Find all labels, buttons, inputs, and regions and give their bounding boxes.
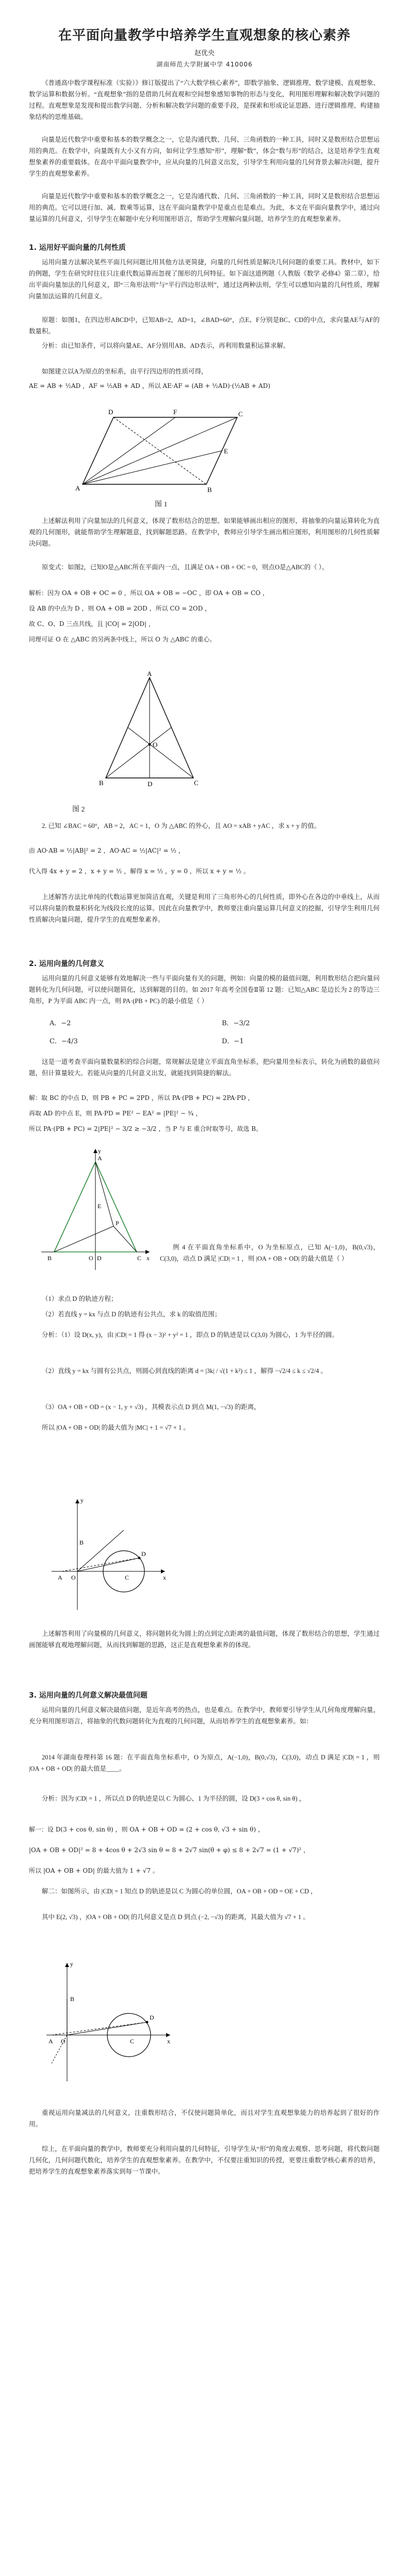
body-paragraph: 解二：如图所示，由 |CD| = 1 知点 D 的轨迹是以 C 为圆心的单位圆，OA + OB + OD = OE + CD ，: [42, 1888, 317, 1895]
point-label: A: [48, 2038, 53, 2045]
intro-paragraph: 向量是近代数学中重要和基本的数学概念之一，它是沟通代数、几何、三角函数的一种工具，同时又是数形结合思想运用的典范。它可以进行加、减、数乘等运算，这在平面向量教学中是重点也是难点。为此，本文在平面向量教学中，通过向量运算的几何意义，引导学生在解题中充分利用图形语言，帮助学生理解向量问题，培养学生的直观想象素养。: [29, 193, 380, 223]
body-paragraph: 上述解答方法比单纯的代数运算更加简洁直观，关键是利用了三角形外心的几何性质，即外心在各边的中垂线上，从而可以将向量的数量积转化为线段长度的运算。因此在向量教学中，教师要注重向量运算几何意义的挖掘，引导学生利用几何性质解决向量问题，提升学生的直观想象素养。: [29, 893, 380, 923]
body-paragraph: 分析：（1）设 D(x, y)，由 |CD| = 1 得 (x − 3)² + y² = 1 ，即点 D 的轨迹是以 C(3,0) 为圆心，1 为半径的圆。: [42, 1331, 339, 1338]
figure-3-triangle-axes: [36, 1144, 155, 1273]
point-label: B: [99, 779, 104, 787]
body-paragraph: 所以 |OA + OB + OD| 的最大值为 |MC| + 1 = √7 + 1 。: [42, 1424, 190, 1431]
point-label: C: [137, 1255, 142, 1262]
point-label: B: [70, 1995, 75, 2003]
author-name: 赵优央: [194, 49, 215, 57]
point-label: B: [207, 486, 212, 494]
body-paragraph: 如图建立以A为原点的坐标系，由平行四边形的性质可得，: [42, 368, 208, 375]
figure-1-parallelogram: [72, 407, 248, 495]
formula-line: |OA + OB + OD|² = 8 + 4cos θ + 2√3 sin θ = 8 + 2√7 sin(θ + φ) ≤ 8 + 2√7 = (1 + √7)² ，: [29, 1846, 310, 1854]
formula-line: 解：取 BC 的中点 D，则 PB + PC = 2PD ，所以 PA·(PB + PC) = 2PA·PD ，: [29, 1094, 254, 1101]
body-paragraph: 分析：因为 |CD| = 1 ，所以点 D 的轨迹是以 C 为圆心、1 为半径的圆，设 D(3 + cos θ, sin θ) ，: [42, 1795, 306, 1802]
body-paragraph: （3）OA + OB + OD = (x − 1, y + √3) ，其模表示点 D 到点 M(1, −√3) 的距离，: [42, 1403, 260, 1411]
point-label: E: [224, 447, 228, 455]
body-paragraph: 运用向量的几何意义能够有效地解决一些与平面向量有关的问题，例如：向量的模的最值问题，利用数形结合把向量问题转化为几何问题，可以使问题简化，达到解题的目的。如 2017 年高考全国卷Ⅱ第 12 题：已知△ABC 是边长为 2 的等边三角形，P 为平面 ABC 内一点，则 PA·(PB + PC) 的最小值是（ ）: [29, 975, 380, 1005]
section-heading: 3. 运用向量的几何意义解决最值问题: [29, 1691, 148, 1700]
figure-2-caption: 图 2: [72, 806, 85, 814]
figure-1-caption: 图 1: [155, 501, 168, 509]
answer-choice: B．−3/2: [222, 1020, 250, 1027]
axis-label: x: [163, 1574, 166, 1581]
author-affiliation: 湖南师范大学附属中学 410006: [156, 61, 253, 68]
formula-line: 所以 |OA + OB + OD| 的最大值为 1 + √7 。: [29, 1867, 159, 1874]
body-paragraph: 2014 年湖南卷理科第 16 题：在平面直角坐标系中，O 为原点，A(−1,0)，B(0,√3)，C(3,0)，动点 D 满足 |CD| = 1 ，则 |OA + OB + OD| 的最大值是____。: [29, 1754, 380, 1772]
formula-line: 解一：设 D(3 + cos θ, sin θ) ，则 OA + OB + OD = (2 + cos θ, √3 + sin θ) ，: [29, 1826, 264, 1833]
axis-label: y: [80, 1497, 84, 1504]
axis-label: x: [167, 2038, 170, 2045]
axis-label: x: [146, 1255, 150, 1262]
formula-line: AE = AB + ½AD ，AF = ½AB + AD ，所以 AE·AF = (AB + ½AD)·(½AB + AD): [29, 382, 271, 389]
formula-line: 故 C、O、D 三点共线，且 |CO| = 2|OD| ，: [29, 620, 155, 628]
figure-4-circle-vectors: [46, 1494, 170, 1613]
point-label: A: [58, 1574, 62, 1581]
point-label: C: [238, 410, 243, 418]
answer-choice: D．−1: [222, 1038, 244, 1045]
figure-5-circle-axes: [41, 1958, 175, 2087]
point-label: B: [79, 1539, 84, 1546]
point-label: C: [194, 779, 199, 787]
body-paragraph: 这是一道考查平面向量数量积的综合问题，常规解法是建立平面直角坐标系，把向量用坐标表示，转化为函数的最值问题，但计算量较大。若能从向量的几何意义出发，就能找到简捷的解法。: [29, 1058, 380, 1077]
body-paragraph: 例 4 在平面直角坐标系中，O 为坐标原点，已知 A(−1,0)，B(0,√3)，C(3,0)，动点 D 满足 |CD| = 1 ，则 |OA + OB + OD| 的最大值是（ ）: [160, 1244, 380, 1262]
body-paragraph: 原题：如图1，在四边形ABCD中，已知AB=2，AD=1，∠BAD=60°，点E、F分别是BC、CD的中点，求向量AE与AF的数量积。: [29, 316, 380, 335]
origin-label: O: [61, 2038, 66, 2045]
body-paragraph: 综上，在平面向量的教学中，教师要充分利用向量的几何特征，引导学生从“形”的角度去观察、思考问题，将代数问题几何化，几何问题代数化，培养学生的直观想象素养。在教学中，不仅要注重知识的传授，更要注重数学核心素养的培养，把培养学生的直观想象素养落实到每一节课中。: [29, 2145, 380, 2175]
point-label: A: [147, 670, 152, 677]
formula-line: 所以 PA·(PB + PC) = 2|PE|² − 3/2 ≥ −3/2 ，当 P 与 E 重合时取等号，故选 B。: [29, 1125, 263, 1132]
body-paragraph: （2）若直线 y = kx 与点 D 的轨迹有公共点，求 k 的取值范围；: [42, 1311, 221, 1318]
body-paragraph: 2. 已知 ∠BAC = 60°，AB = 2，AC = 1，O 为 △ABC 的外心，且 AO = xAB + yAC ，求 x + y 的值。: [42, 822, 321, 829]
point-label: C: [130, 2038, 135, 2045]
body-paragraph: 重视运用向量减法的几何意义，注重数形结合，不仅使问题简单化，而且对学生直观想象能力的培养起到了很好的作用。: [29, 2109, 380, 2128]
axis-label: y: [70, 1960, 73, 1968]
point-label: A: [75, 484, 80, 492]
origin-label: O: [71, 1574, 76, 1581]
formula-line: 由 AO·AB = ½|AB|² = 2 ，AO·AC = ½|AC|² = ½ ，: [29, 847, 185, 854]
point-label: O: [153, 741, 158, 749]
body-paragraph: （1）求点 D 的轨迹方程；: [42, 1295, 118, 1302]
intro-paragraph: 向量是近代数学中重要和基本的数学概念之一，它是沟通代数、几何、三角函数的一种工具，同时又是数形结合思想运用的典范。在数学中，向量既有大小又有方向，如何让学生感知“形”，理解“数”，体会“数与形”的结合，这是培养学生直观想象素养的重要载体。在高中平面向量教学中，应从向量的几何意义出发，引导学生利用向量的几何背景去解决问题，提升学生的直观想象素养。: [29, 136, 380, 177]
formula-line: 设 AB 的中点为 D ，则 OA + OB = 2OD ，所以 CO = 2OD ，: [29, 605, 211, 612]
point-label: P: [116, 1219, 119, 1227]
body-paragraph: 上述解法利用了向量加法的几何意义，体现了数形结合的思想。如果能够画出相应的图形，将抽象的向量运算转化为直观的几何图形，就能帮助学生理解题意，找到解题思路。在教学中，教师应引导学生画出相应图形，利用图形的几何性质解决问题。: [29, 517, 380, 547]
point-label: A: [97, 1155, 102, 1162]
section-heading: 2. 运用向量的几何意义: [29, 960, 104, 968]
figure-2-triangle-centroid: [98, 670, 201, 788]
point-label: D: [148, 780, 153, 788]
axis-label: y: [98, 1147, 101, 1155]
body-paragraph: 其中 E(2, √3) ，|OA + OB + OD| 的几何意义是点 D 到点 (−2, −√3) 的距离，其最大值为 √7 + 1 。: [42, 1913, 309, 1921]
origin-label: O: [89, 1255, 93, 1262]
point-label: D: [97, 1255, 102, 1262]
point-label: E: [97, 1202, 102, 1210]
body-paragraph: 运用向量的几何意义解决最值问题，是近年高考的热点，也是难点。在教学中，教师要引导学生从几何角度理解向量，充分利用图形语言，将抽象的代数问题转化为直观的几何问题，从而培养学生的直观想象素养。如：: [29, 1706, 380, 1725]
body-paragraph: （2）直线 y = kx 与圆有公共点，则圆心到直线的距离 d = |3k| / √(1 + k²) ≤ 1 ，解得 −√2/4 ≤ k ≤ √2/4 。: [42, 1367, 328, 1375]
section-heading: 1. 运用好平面向量的几何性质: [29, 244, 126, 252]
point-label: D: [108, 408, 113, 416]
intro-paragraph: 《普通高中数学课程标准（实验）》修订版提出了“六大数学核心素养”，即数学抽象、逻辑推理、数学建模、直观想象、数学运算和数据分析。“直观想象”指的是借助几何直观和空间想象感知事物的形态与变化，利用图形理解和解决数学问题的过程。直观想象是发现和提出数学问题、分析和解决数学问题的重要手段，是探索和形成论证思路、进行逻辑推理、构建抽象结构的思维基础。: [29, 79, 380, 121]
point-label: B: [47, 1255, 52, 1262]
answer-choice: A．−2: [50, 1020, 71, 1027]
body-paragraph: 上述解答利用了向量模的几何意义，将问题转化为圆上的点到定点距离的最值问题，体现了数形结合的思想，学生通过画图能够直观地理解问题，从而找到解题的思路，这正是直观想象素养的体现。: [29, 1630, 380, 1649]
body-paragraph: 运用向量方法解决某些平面几何问题比用其他方法更简捷，向量的几何性质是解决几何问题的重要工具。教材中，如下的例题，学生在研究时往往只注重代数运算而忽视了图形的几何特征。如下面这道例题（人教版《数学 必修4》第二章），给出平面向量加法的几何意义，即“三角形法则”与“平行四边形法则”，通过这两种法则，学生可以感知向量的几何性质，理解向量加法运算的几何意义。: [29, 259, 380, 300]
formula-line: 代入得 4x + y = 2 ，x + y = ½ ，解得 x = ½ ，y = 0 ，所以 x + y = ½ 。: [29, 868, 250, 875]
point-label: D: [141, 1550, 146, 1557]
body-paragraph: 分析：由已知条件，可以将向量AE、AF分别用AB、AD表示，再利用数量积运算求解。: [42, 342, 290, 349]
point-label: F: [173, 408, 177, 416]
article-title: 在平面向量教学中培养学生直观想象的核心素养: [58, 28, 351, 43]
formula-line: 同理可证 O 在 △ABC 的另两条中线上，所以 O 为 △ABC 的重心。: [29, 636, 216, 643]
formula-line: 解析：因为 OA + OB + OC = 0 ，所以 OA + OB = −OC ，即 OA + OB = CO ，: [29, 589, 269, 597]
point-label: D: [150, 2014, 154, 2021]
formula-line: 再取 AD 的中点 E，则 PA·PD = PE² − EA² = |PE|² − ¾ ，: [29, 1110, 202, 1117]
answer-choice: C．−4/3: [50, 1038, 78, 1045]
body-paragraph: 原变式：如图2，已知O是△ABC所在平面内一点，且满足 OA + OB + OC = 0，则点O是△ABC的（ ）。: [42, 564, 329, 571]
point-label: C: [125, 1574, 129, 1581]
